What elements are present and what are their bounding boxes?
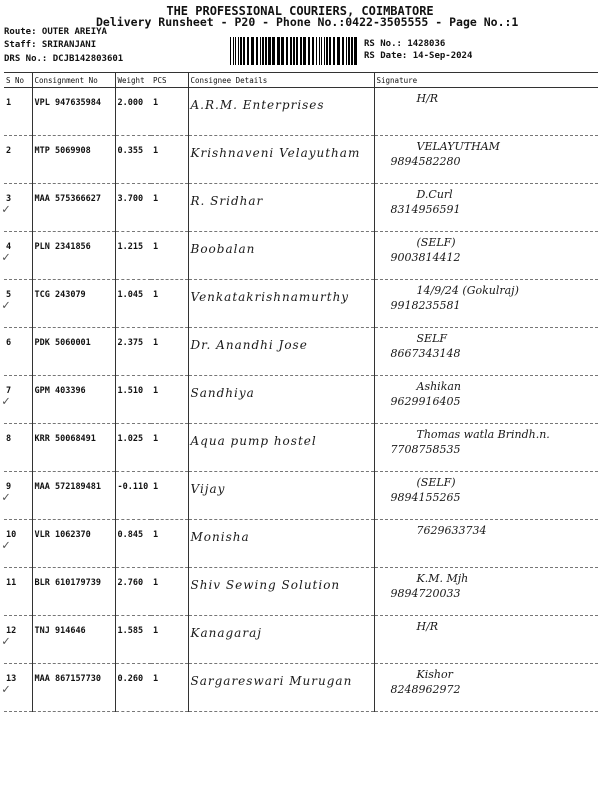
consignee-cell-text: Sargareswari Murugan [190,674,353,688]
consignment-number-cell-text: MTP 5069908 [34,146,91,156]
consignment-number-cell-text: VPL 947635984 [34,98,102,108]
serial-number-cell [4,376,32,424]
weight-cell [115,136,151,184]
pcs-cell [151,88,188,136]
weight-cell [115,184,151,232]
consignment-number-cell-text: MAA 572189481 [34,482,102,492]
signature-cell [374,568,598,616]
weight-cell-text: 0.845 [117,530,144,540]
pcs-cell [151,328,188,376]
weight-cell [115,472,151,520]
signature-cell [374,136,598,184]
col-sno: S No [4,73,32,88]
pcs-cell-text: 1 [153,338,159,348]
pcs-cell [151,616,188,664]
signature-line: 7629633734 [416,524,487,537]
pcs-cell [151,232,188,280]
serial-number-cell [4,472,32,520]
pcs-cell-text: 1 [153,290,159,300]
signature-line: 8667343148 [390,347,461,360]
signature-cell [374,520,598,568]
barcode-bar [235,37,236,65]
barcode-bar [321,37,322,65]
barcode-bar [351,37,353,65]
signature-handwriting [377,524,597,560]
check-mark-icon: ✓ [2,682,10,697]
signature-line: 9894155265 [390,491,461,504]
consignee-cell [188,472,374,520]
pcs-cell-text: 1 [153,242,159,252]
rs-number: RS No.: 1428036 [364,39,446,49]
consignment-number-cell [32,280,115,328]
weight-cell-text: 1.045 [117,290,144,300]
consignment-number-cell-text: PDK 5060001 [34,338,91,348]
pcs-cell [151,520,188,568]
signature-cell [374,616,598,664]
consignee-cell-text: Krishnaveni Velayutham [190,146,361,160]
weight-cell-text: 0.355 [117,146,144,156]
barcode-image [230,37,358,65]
consignment-number-cell [32,184,115,232]
signature-line: 9629916405 [390,395,461,408]
runsheet-title: THE PROFESSIONAL COURIERS, COIMBATORE [166,4,434,18]
consignee-cell-text: Shiv Sewing Solution [190,578,341,592]
table-row [4,424,598,472]
pcs-cell [151,664,188,712]
signature-handwriting [377,188,597,224]
signature-line: H/R [416,92,439,105]
barcode-bar [247,37,249,65]
serial-number-cell [4,664,32,712]
pcs-cell [151,184,188,232]
barcode-bar [233,37,234,65]
signature-handwriting [377,428,597,464]
serial-number-cell-text: 9 [6,482,12,492]
barcode-bar [333,37,335,65]
pcs-cell [151,280,188,328]
pcs-cell-text: 1 [153,626,159,636]
consignment-number-cell [32,376,115,424]
table-row [4,664,598,712]
table-row [4,232,598,280]
col-consignment: Consignment No [32,73,115,88]
consignee-cell-text: Boobalan [190,242,256,256]
consignee-cell [188,568,374,616]
weight-cell-text: 3.700 [117,194,144,204]
check-mark-icon: ✓ [2,490,10,505]
table-row [4,616,598,664]
weight-cell [115,616,151,664]
weight-cell-text: 1.585 [117,626,144,636]
barcode-bar [240,37,242,65]
weight-cell-text: -0.110 [117,482,149,492]
consignee-cell-text: R. Sridhar [190,194,264,208]
consignment-number-cell [32,136,115,184]
signature-line: 8314956591 [390,203,461,216]
pcs-cell-text: 1 [153,146,159,156]
signature-handwriting [377,572,597,608]
table-row [4,520,598,568]
signature-line: SELF [416,332,448,345]
barcode-bar [316,37,317,65]
barcode-bar [272,37,275,65]
check-mark-icon: ✓ [2,298,10,313]
signature-cell [374,184,598,232]
serial-number-cell-text: 7 [6,386,12,396]
weight-cell-text: 2.760 [117,578,144,588]
consignment-number-cell [32,424,115,472]
signature-cell [374,472,598,520]
consignment-number-cell-text: KRR 50068491 [34,434,96,444]
weight-cell [115,88,151,136]
serial-number-cell-text: 11 [6,578,17,588]
signature-line: Thomas watla Brindh.n. [416,428,550,441]
barcode-bar [308,37,310,65]
consignment-number-cell [32,232,115,280]
signature-line: K.M. Mjh [416,572,469,585]
consignee-cell [188,136,374,184]
signature-handwriting [377,668,597,704]
barcode-bar [251,37,254,65]
barcode-bar [238,37,239,65]
consignee-cell [188,280,374,328]
serial-number-cell [4,136,32,184]
barcode-bar [296,37,298,65]
pcs-cell-text: 1 [153,674,159,684]
consignee-cell-text: Sandhiya [190,386,255,400]
signature-line: 7708758535 [390,443,461,456]
consignee-cell [188,88,374,136]
weight-cell-text: 1.215 [117,242,144,252]
col-weight: Weight [115,73,151,88]
weight-cell-text: 0.260 [117,674,144,684]
table-row [4,136,598,184]
barcode-bar [329,37,331,65]
consignee-cell-text: Vijay [190,482,226,496]
consignee-cell-text: Dr. Anandhi Jose [190,338,308,352]
serial-number-cell-text: 5 [6,290,12,300]
weight-cell-text: 2.375 [117,338,144,348]
barcode-bar [260,37,261,65]
signature-line: 8248962972 [390,683,461,696]
runsheet-table [4,72,598,712]
signature-line: (SELF) [416,236,456,249]
barcode-bar [300,37,302,65]
serial-number-cell [4,568,32,616]
pcs-cell [151,424,188,472]
consignee-cell [188,616,374,664]
barcode-bar [243,37,245,65]
signature-line: VELAYUTHAM [416,140,500,153]
consignee-cell-text: Venkatakrishnamurthy [190,290,350,304]
weight-cell [115,664,151,712]
signature-cell [374,280,598,328]
barcode-bar [346,37,347,65]
weight-cell-text: 2.000 [117,98,144,108]
consignment-number-cell-text: TCG 243079 [34,290,86,300]
serial-number-cell-text: 12 [6,626,17,636]
consignee-cell [188,232,374,280]
pcs-cell-text: 1 [153,482,159,492]
consignee-cell [188,424,374,472]
pcs-cell-text: 1 [153,98,159,108]
barcode-bar [286,37,288,65]
barcode-bar [303,37,306,65]
barcode-bar [256,37,258,65]
serial-number-cell-text: 4 [6,242,12,252]
serial-number-cell [4,424,32,472]
consignment-number-cell [32,328,115,376]
consignment-number-cell [32,88,115,136]
signature-line: (SELF) [416,476,456,489]
weight-cell [115,520,151,568]
col-consignee: Consignee Details [188,73,374,88]
barcode-bar [354,37,357,65]
pcs-cell [151,136,188,184]
weight-cell [115,424,151,472]
pcs-cell-text: 1 [153,434,159,444]
drs-number: DRS No.: DCJB142803601 [4,54,124,64]
consignment-number-cell-text: GPM 403396 [34,386,86,396]
pcs-cell [151,568,188,616]
signature-cell [374,328,598,376]
serial-number-cell [4,184,32,232]
consignment-number-cell [32,616,115,664]
check-mark-icon: ✓ [2,394,10,409]
weight-cell [115,328,151,376]
check-mark-icon: ✓ [2,202,10,217]
table-row [4,568,598,616]
signature-handwriting [377,380,597,416]
pcs-cell-text: 1 [153,578,159,588]
check-mark-icon: ✓ [2,250,10,265]
signature-line: 14/9/24 (Gokulraj) [416,284,519,297]
runsheet-subtitle: Delivery Runsheet - P20 - Phone No.:0422-3505555 - Page No.:1 [96,15,519,29]
serial-number-cell-text: 1 [6,98,12,108]
consignment-number-cell [32,520,115,568]
consignment-number-cell-text: MAA 867157730 [34,674,102,684]
pcs-cell-text: 1 [153,194,159,204]
barcode-bar [319,37,320,65]
signature-handwriting [377,332,597,368]
serial-number-cell-text: 6 [6,338,12,348]
signature-line: 9894720033 [390,587,461,600]
weight-cell-text: 1.025 [117,434,144,444]
barcode-bar [342,37,344,65]
consignee-cell [188,376,374,424]
consignment-number-cell [32,664,115,712]
signature-line: Ashikan [416,380,461,393]
weight-cell [115,280,151,328]
signature-line: 9918235581 [390,299,461,312]
weight-cell [115,376,151,424]
staff-label: Staff: SRIRANJANI [4,40,97,50]
signature-cell [374,424,598,472]
signature-line: 9894582280 [390,155,461,168]
consignment-number-cell-text: BLR 610179739 [34,578,102,588]
table-row [4,88,598,136]
consignee-cell [188,328,374,376]
serial-number-cell-text: 10 [6,530,17,540]
signature-handwriting [377,92,597,128]
serial-number-cell-text: 8 [6,434,12,444]
consignee-cell [188,184,374,232]
serial-number-cell [4,88,32,136]
consignment-number-cell [32,472,115,520]
pcs-cell-text: 1 [153,386,159,396]
consignment-number-cell-text: PLN 2341856 [34,242,91,252]
consignee-cell-text: Kanagaraj [190,626,262,640]
weight-cell-text: 1.510 [117,386,144,396]
consignment-number-cell-text: TNJ 914646 [34,626,86,636]
barcode-bar [281,37,284,65]
table-row [4,472,598,520]
col-signature: Signature [374,73,598,88]
consignee-cell-text: Aqua pump hostel [190,434,317,448]
serial-number-cell [4,616,32,664]
col-pcs: PCS [151,73,188,88]
route-label: Route: OUTER AREIYA [4,27,107,37]
signature-handwriting [377,236,597,272]
table-row [4,328,598,376]
consignee-cell-text: A.R.M. Enterprises [190,98,325,112]
weight-cell [115,232,151,280]
pcs-cell [151,376,188,424]
table-row [4,280,598,328]
signature-handwriting [377,284,597,320]
signature-cell [374,232,598,280]
signature-line: D.Curl [416,188,453,201]
consignee-cell-text: Monisha [190,530,250,544]
barcode-bar [262,37,264,65]
signature-cell [374,664,598,712]
consignment-number-cell [32,568,115,616]
signature-cell [374,88,598,136]
pcs-cell [151,472,188,520]
barcode-bar [337,37,340,65]
weight-cell [115,568,151,616]
barcode-bar [268,37,271,65]
signature-line: Kishor [416,668,453,681]
table-row [4,184,598,232]
consignee-cell [188,664,374,712]
barcode-bar [290,37,292,65]
signature-line: H/R [416,620,439,633]
rs-date: RS Date: 14-Sep-2024 [364,51,473,61]
serial-number-cell [4,328,32,376]
signature-handwriting [377,620,597,656]
barcode-bar [293,37,295,65]
signature-handwriting [377,476,597,512]
barcode-bar [277,37,280,65]
barcode-bar [265,37,267,65]
signature-cell [374,376,598,424]
serial-number-cell-text: 3 [6,194,12,204]
signature-handwriting [377,140,597,176]
consignment-number-cell-text: VLR 1062370 [34,530,91,540]
pcs-cell-text: 1 [153,530,159,540]
consignment-number-cell-text: MAA 575366627 [34,194,102,204]
consignee-cell [188,520,374,568]
signature-line: 9003814412 [390,251,461,264]
serial-number-cell [4,520,32,568]
serial-number-cell [4,232,32,280]
serial-number-cell-text: 13 [6,674,17,684]
barcode-bar [326,37,328,65]
serial-number-cell-text: 2 [6,146,12,156]
check-mark-icon: ✓ [2,538,10,553]
table-row [4,376,598,424]
barcode-bar [312,37,314,65]
barcode-bar [324,37,325,65]
barcode-bar [348,37,350,65]
table-header-row [4,73,598,88]
barcode-bar [230,37,231,65]
check-mark-icon: ✓ [2,634,10,649]
serial-number-cell [4,280,32,328]
